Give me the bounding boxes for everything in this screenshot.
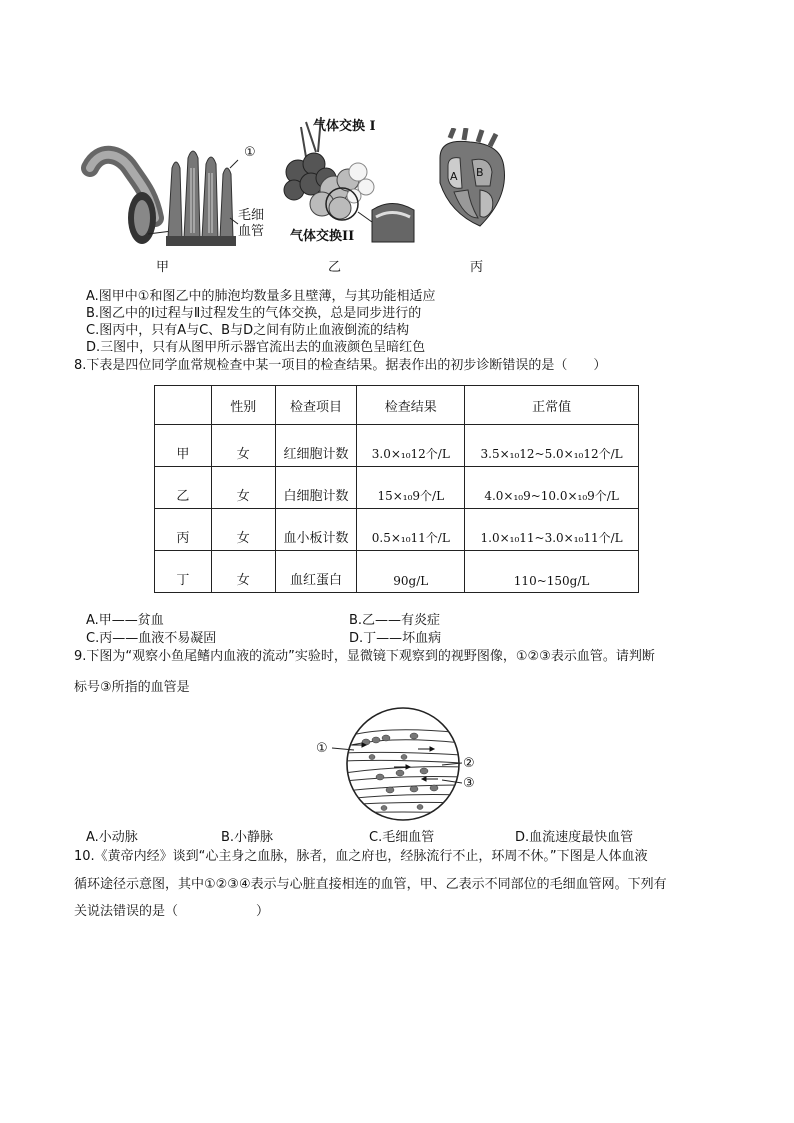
q9-stem-line-2: 标号③所指的血管是 (74, 680, 190, 695)
table-cell: 白细胞计数 (275, 467, 357, 509)
table-cell: 15×₁₀9个/L (357, 467, 465, 509)
table-cell: 女 (211, 467, 275, 509)
table-cell: 女 (211, 551, 275, 593)
q9-option-c: C.毛细血管 (369, 830, 435, 845)
table-cell: 女 (211, 509, 275, 551)
capillary-callout: 毛细 血管 (238, 208, 265, 239)
vessel-marker-1: ① (316, 741, 328, 756)
villus-callout: ① (244, 145, 256, 160)
table-cell: 3.0×₁₀12个/L (357, 425, 465, 467)
table-cell: 90g/L (357, 551, 465, 593)
svg-text:B: B (476, 166, 484, 179)
q8-stem: 8.下表是四位同学血常规检查中某一项目的检查结果。据表作出的初步诊断错误的是（ ） (74, 358, 607, 373)
vessel-marker-3: ③ (463, 776, 475, 791)
q10-line-1: 10.《黄帝内经》谈到“心主身之血脉，脉者，血之府也，经脉流行不止，环周不休。”下图是人体血液 (74, 849, 648, 864)
q8-option-a: A.甲——贫血 (86, 613, 164, 628)
q10-line-2: 循环途径示意图，其中①②③④表示与心脏直接相连的血管，甲、乙表示不同部位的毛细血管网。下列有 (74, 877, 667, 892)
table-row (155, 509, 639, 551)
table-header: 检查结果 (357, 386, 465, 425)
table-header: 性别 (211, 386, 275, 425)
svg-text:A: A (450, 170, 458, 183)
table-row (155, 425, 639, 467)
table-cell: 甲 (155, 425, 212, 467)
table-cell: 血小板计数 (275, 509, 357, 551)
table-cell: 女 (211, 425, 275, 467)
table-cell: 3.5×₁₀12~5.0×₁₀12个/L (465, 425, 639, 467)
table-cell: 4.0×₁₀9~10.0×₁₀9个/L (465, 467, 639, 509)
table-cell: 丙 (155, 509, 212, 551)
table-cell: 红细胞计数 (275, 425, 357, 467)
q9-option-d: D.血流速度最快血管 (515, 830, 634, 845)
table-cell: 110~150g/L (465, 551, 639, 593)
small-intestine-illustration (80, 138, 250, 250)
q7-option-d: D.三图中，只有从图甲所示器官流出去的血液颜色呈暗红色 (86, 340, 426, 355)
q8-option-b: B.乙——有炎症 (349, 613, 441, 628)
marker-leader-lines (330, 740, 470, 790)
table-header-row (155, 386, 639, 425)
table-cell: 0.5×₁₀11个/L (357, 509, 465, 551)
table-cell: 丁 (155, 551, 212, 593)
figure-label-yi: 乙 (328, 260, 342, 275)
gas-exchange-1-label: 气体交换 I (313, 119, 376, 134)
table-header (155, 386, 212, 425)
figure-label-jia: 甲 (156, 260, 170, 275)
heart-illustration (430, 128, 512, 230)
table-cell: 乙 (155, 467, 212, 509)
q9-option-b: B.小静脉 (221, 830, 274, 845)
blood-test-table (154, 385, 639, 593)
q7-option-b: B.图乙中的Ⅰ过程与Ⅱ过程发生的气体交换，总是同步进行的 (86, 306, 422, 321)
q7-option-c: C.图丙中，只有A与C、B与D之间有防止血液倒流的结构 (86, 323, 410, 338)
table-row (155, 551, 639, 593)
table-header: 正常值 (465, 386, 639, 425)
table-row (155, 467, 639, 509)
table-cell: 血红蛋白 (275, 551, 357, 593)
q9-stem-line-1: 9.下图为“观察小鱼尾鳍内血液的流动”实验时，显微镜下观察到的视野图像，①②③表示血管。请判断 (74, 649, 655, 664)
q7-option-a: A.图甲中①和图乙中的肺泡均数量多且壁薄，与其功能相适应 (86, 289, 436, 304)
q10-line-3: 关说法错误的是（ ） (74, 904, 270, 919)
gas-exchange-2-label: 气体交换II (290, 229, 355, 244)
q9-option-a: A.小动脉 (86, 830, 138, 845)
table-cell: 1.0×₁₀11~3.0×₁₀11个/L (465, 509, 639, 551)
table-header: 检查项目 (275, 386, 357, 425)
vessel-marker-2: ② (463, 756, 475, 771)
q8-option-c: C.丙——血液不易凝固 (86, 631, 217, 646)
figure-label-bing: 丙 (470, 260, 484, 275)
q8-option-d: D.丁——坏血病 (349, 631, 442, 646)
